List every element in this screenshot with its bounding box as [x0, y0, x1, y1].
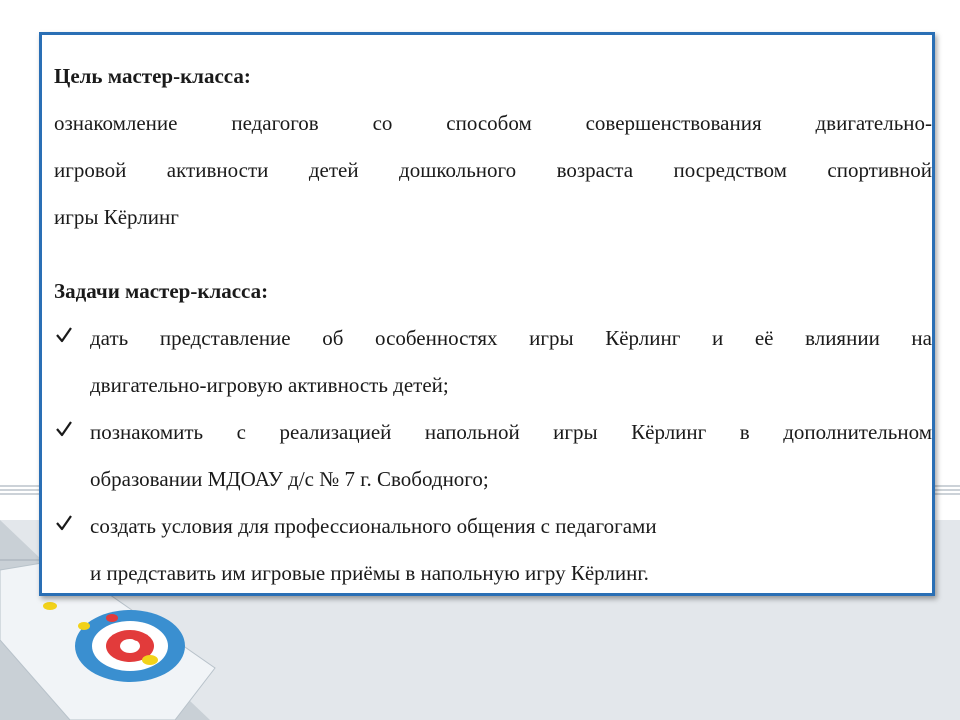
task-line: дать представление об особенностях игры Кёрлинг и её влиянии на: [90, 326, 932, 350]
content-frame: [39, 32, 935, 596]
task-line: создать условия для профессионального общения с педагогами: [90, 514, 657, 538]
task-line: познакомить с реализацией напольной игры Кёрлинг в дополнительном: [90, 420, 932, 444]
task-line: двигательно-игровую активность детей;: [90, 373, 449, 397]
task-line: образовании МДОАУ д/с № 7 г. Свободного;: [90, 467, 489, 491]
slide-text: [54, 53, 932, 597]
goal-heading: Цель мастер-класса:: [54, 64, 251, 88]
check-icon: [54, 503, 76, 550]
curling-target: [75, 610, 185, 682]
task-line: и представить им игровые приёмы в напольную игру Кёрлинг.: [90, 561, 649, 585]
section-gap: [54, 241, 932, 268]
task-item: [54, 409, 932, 503]
goal-paragraph: [54, 100, 932, 241]
task-item: [54, 315, 932, 409]
task-item: [54, 503, 932, 597]
goal-line: ознакомление педагогов со способом совершенствования двигательно-: [54, 111, 932, 135]
goal-line: игровой активности детей дошкольного возраста посредством спортивной: [54, 158, 932, 182]
tasks-heading: Задачи мастер-класса:: [54, 279, 269, 303]
check-icon: [54, 315, 76, 362]
check-icon: [54, 409, 76, 456]
goal-line: игры Кёрлинг: [54, 205, 179, 229]
